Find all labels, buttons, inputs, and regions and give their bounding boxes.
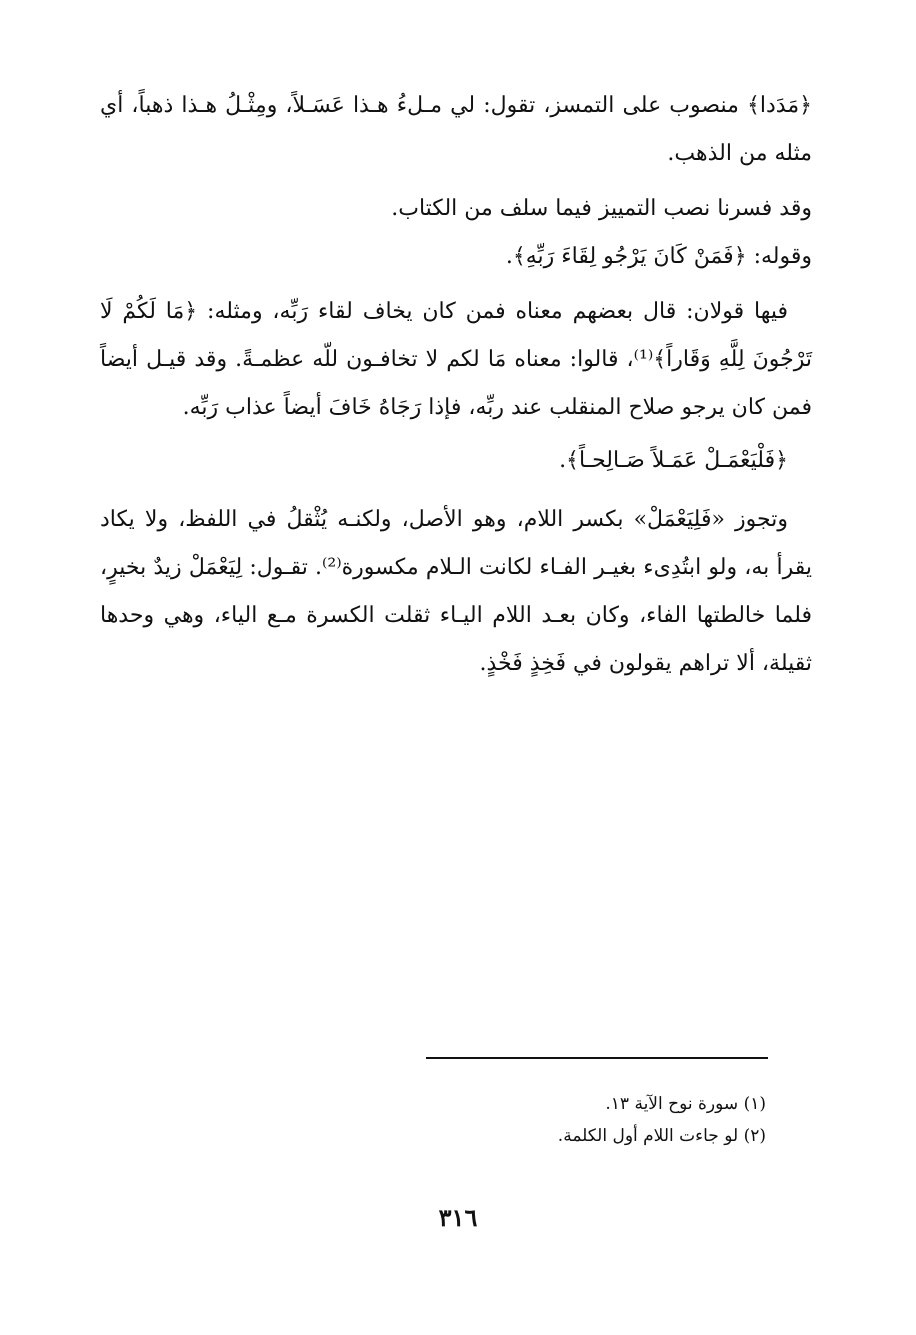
paragraph-4: ﴿فَلْيَعْمَـلْ عَمَـلاً صَـالِحـاً﴾. (559, 448, 788, 473)
paragraph-5: وتجوز «فَلِيَعْمَلْ» بكسر اللام، وهو الأصل، ولكنـه يُثْقلُ في اللفظ، ولا يكاد يقرأ به، ولو ابتُدِىء بغيـر الفـاء لكانت الـلام مكسورة⁽²⁾. تقـول: لِيَعْمَلْ زيدٌ بخيرٍ، فلما خالطتها الفاء، وكان بعـد اللام اليـاء ثقلت الكسرة مـع الياء، وهي وحدها ثقيلة، ألا تراهم يقولون في فَخِذٍ فَخْذٍ. (100, 507, 812, 676)
paragraph-2 (212, 185, 812, 281)
footnotes (266, 1088, 766, 1152)
paragraph-2-line-2: وقوله: ﴿فَمَنْ كَانَ يَرْجُو لِقَاءَ رَبِّهِ﴾. (505, 244, 812, 269)
paragraph-2-line-1: وقد فسرنا نصب التمييز فيما سلف من الكتاب. (391, 196, 812, 221)
page-number: ٣١٦ (438, 1203, 478, 1232)
footnote-divider (426, 1057, 768, 1059)
footnote-2: (٢) لو جاءت اللام أول الكلمة. (557, 1126, 766, 1146)
paragraph-3: فيها قولان: قال بعضهم معناه فمن كان يخاف لقاء رَبِّه، ومثله: ﴿مَا لَكُمْ لَا تَرْجُونَ لِلَّهِ وَقَاراً﴾⁽¹⁾، قالوا: معناه مَا لكم لا تخافـون للّه عظمـةً. وقد قيـل أيضاً فمن كان يرجو صلاح المنقلب عند ربِّه، فإذا رَجَاهُ خَافَ أيضاً عذاب رَبِّه. (100, 299, 812, 420)
footnote-1: (١) سورة نوح الآية ١٣. (605, 1094, 766, 1114)
paragraph-1: ﴿مَدَدا﴾ منصوب على التمسز، تقول: لي مـلءُ هـذا عَسَـلاً، ومِثْـلُ هـذا ذهباً، أي مثله من الذهب. (100, 93, 812, 166)
